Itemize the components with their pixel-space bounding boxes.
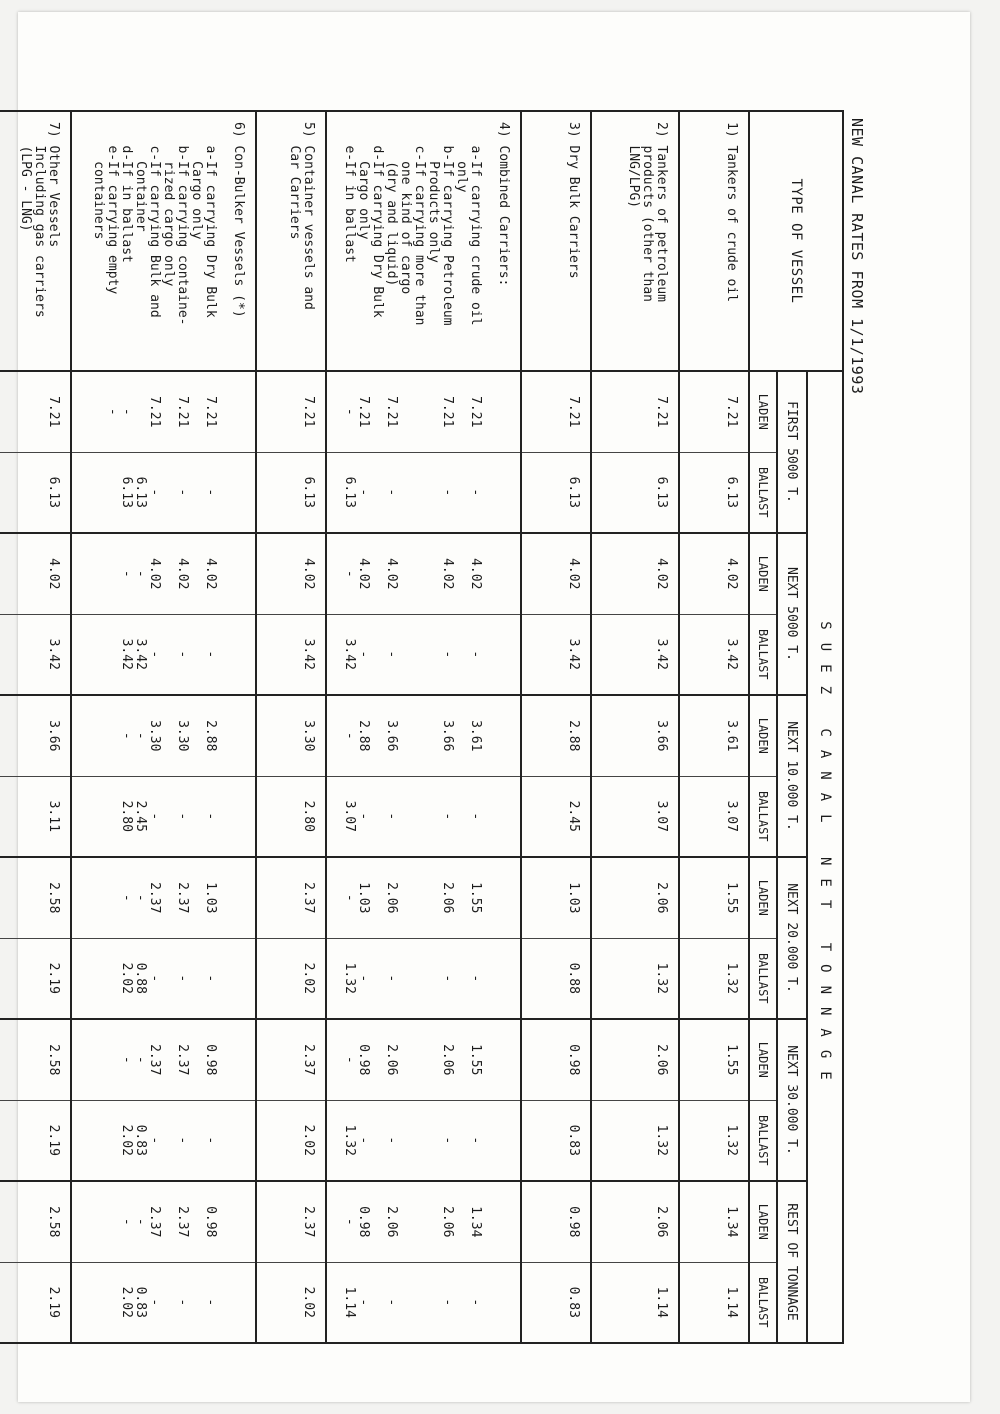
laden-rate-cell: 0.98 2.37 2.37 - -: [71, 1181, 256, 1262]
ballast-rate-cell: 2.19: [0, 1262, 71, 1343]
laden-rate-cell: 4.02: [521, 533, 591, 614]
table-row: [679, 111, 749, 1343]
ballast-rate-cell: 6.13: [679, 452, 749, 533]
ballast-rate-cell: 3.42: [679, 614, 749, 695]
laden-rate-cell: 3.66: [591, 695, 679, 776]
laden-header: LADEN: [749, 1181, 777, 1262]
laden-rate-cell: 1.55: [679, 1019, 749, 1100]
vessel-type-cell: 3) Dry Bulk Carriers: [521, 111, 591, 371]
laden-rate-cell: 0.98: [521, 1181, 591, 1262]
laden-header: LADEN: [749, 533, 777, 614]
laden-rate-cell: 7.21 7.21 7.21 - -: [105, 396, 218, 428]
ballast-rate-cell: - - - 6.13 6.13: [71, 452, 256, 533]
rotated-content: [18, 110, 866, 1342]
laden-rate-cell: 1.55 2.06 2.06 1.03 -: [326, 857, 521, 938]
ballast-rate-cell: 6.13: [256, 452, 326, 533]
laden-rate-cell: 2.58: [0, 1181, 71, 1262]
ballast-header: BALLAST: [749, 1262, 777, 1343]
ballast-rate-cell: - - - - 3.42: [326, 614, 521, 695]
ballast-header: BALLAST: [749, 614, 777, 695]
laden-rate-cell: 1.03: [521, 857, 591, 938]
laden-rate-cell: 3.61: [679, 695, 749, 776]
table-row: [521, 111, 591, 1343]
laden-rate-cell: 3.61 3.66 3.66 2.88 -: [326, 695, 521, 776]
laden-rate-cell: 1.34: [679, 1181, 749, 1262]
laden-rate-cell: 7.21: [46, 396, 61, 428]
band-header-4: NEXT 20.000 T.: [777, 857, 807, 1019]
laden-rate-cell: 4.02: [679, 533, 749, 614]
laden-rate-cell: 2.06: [591, 857, 679, 938]
ballast-rate-cell: 2.02: [256, 1100, 326, 1181]
ballast-header: BALLAST: [749, 776, 777, 857]
table-row: [591, 111, 679, 1343]
laden-rate-cell: 2.58: [0, 1019, 71, 1100]
vessel-type-cell: 7) Other Vessels Including gas carriers (LPG - LNG): [0, 111, 71, 371]
ballast-rate-cell: 1.14: [679, 1262, 749, 1343]
laden-header: LADEN: [749, 695, 777, 776]
band-header-2: NEXT 5000 T.: [777, 533, 807, 695]
vessel-type-cell: 5) Container vessels and Car Carriers: [256, 111, 326, 371]
ballast-rate-cell: - - - - 6.13: [326, 452, 521, 533]
laden-rate-cell: 4.02: [256, 533, 326, 614]
ballast-rate-cell: 2.45: [521, 776, 591, 857]
laden-header: LADEN: [749, 1019, 777, 1100]
ballast-rate-cell: 3.42: [0, 614, 71, 695]
ballast-rate-cell: 0.88: [521, 938, 591, 1019]
laden-rate-cell: 4.02 4.02 4.02 4.02 -: [326, 533, 521, 614]
ballast-rate-cell: 1.14: [591, 1262, 679, 1343]
vessel-type-cell: 2) Tankers of petroleum products (other than LNG/LPG): [591, 111, 679, 371]
laden-rate-cell: 1.55 2.06 2.06 0.98 -: [326, 1019, 521, 1100]
vessel-type-cell: 1) Tankers of crude oil: [679, 111, 749, 371]
ballast-rate-cell: 1.32: [591, 1100, 679, 1181]
laden-rate-cell: 2.06: [591, 1181, 679, 1262]
laden-rate-cell: 7.21: [566, 396, 581, 428]
ballast-rate-cell: 6.13: [0, 452, 71, 533]
laden-rate-cell: 3.66: [0, 695, 71, 776]
band-header-1: FIRST 5000 T.: [777, 371, 807, 533]
laden-header: LADEN: [749, 857, 777, 938]
ballast-rate-cell: 3.07: [591, 776, 679, 857]
ballast-rate-cell: 6.13: [521, 452, 591, 533]
ballast-rate-cell: 3.42: [591, 614, 679, 695]
laden-rate-cell: 4.02: [0, 533, 71, 614]
laden-rate-cell: 2.88: [521, 695, 591, 776]
laden-rate-cell: 2.37: [256, 857, 326, 938]
ballast-rate-cell: - - - - 3.07: [326, 776, 521, 857]
laden-rate-cell: 7.21 7.21 7.21 7.21 -: [342, 396, 483, 428]
ballast-rate-cell: 2.80: [256, 776, 326, 857]
ballast-rate-cell: 3.07: [679, 776, 749, 857]
laden-rate-cell: 4.02 4.02 4.02 - -: [71, 533, 256, 614]
ballast-rate-cell: 2.02: [256, 1262, 326, 1343]
suez-canal-header: SUEZ CANAL NET TONNAGE: [807, 371, 843, 1343]
ballast-header: BALLAST: [749, 938, 777, 1019]
band-header-5: NEXT 30.000 T.: [777, 1019, 807, 1181]
ballast-rate-cell: 2.19: [0, 1100, 71, 1181]
laden-rate-cell: 3.30: [256, 695, 326, 776]
laden-rate-cell: 1.55: [679, 857, 749, 938]
ballast-rate-cell: - - - - 1.32: [326, 1100, 521, 1181]
laden-rate-cell: 7.21: [654, 396, 669, 428]
ballast-rate-cell: 1.32: [591, 938, 679, 1019]
laden-rate-cell: 2.06: [591, 1019, 679, 1100]
ballast-rate-cell: - - - 0.83 2.02: [71, 1262, 256, 1343]
ballast-rate-cell: 6.13: [591, 452, 679, 533]
ballast-header: BALLAST: [749, 1100, 777, 1181]
laden-rate-cell: 1.34 2.06 2.06 0.98 -: [326, 1181, 521, 1262]
ballast-rate-cell: 1.32: [679, 1100, 749, 1181]
ballast-rate-cell: 0.83: [521, 1100, 591, 1181]
ballast-rate-cell: 1.32: [679, 938, 749, 1019]
ballast-rate-cell: - - - 2.45 2.80: [71, 776, 256, 857]
laden-header: LADEN: [749, 371, 777, 452]
ballast-rate-cell: 3.11: [0, 776, 71, 857]
document-page: [18, 12, 970, 1402]
laden-rate-cell: 0.98 2.37 2.37 - -: [71, 1019, 256, 1100]
ballast-rate-cell: 3.42: [521, 614, 591, 695]
ballast-header: BALLAST: [749, 452, 777, 533]
band-header-6: REST OF TONNAGE: [777, 1181, 807, 1343]
laden-rate-cell: 1.03 2.37 2.37 - -: [71, 857, 256, 938]
table-row: [256, 111, 326, 1343]
table-row: [0, 111, 71, 1343]
laden-rate-cell: 7.21: [724, 396, 739, 428]
ballast-rate-cell: 3.42: [256, 614, 326, 695]
ballast-rate-cell: - - - 3.42 3.42: [71, 614, 256, 695]
type-of-vessel-header: TYPE OF VESSEL: [749, 111, 843, 371]
ballast-rate-cell: - - - - 1.14: [326, 1262, 521, 1343]
rates-table: [0, 110, 844, 1344]
ballast-rate-cell: - - - 0.83 2.02: [71, 1100, 256, 1181]
laden-rate-cell: 2.37: [256, 1181, 326, 1262]
laden-rate-cell: 0.98: [521, 1019, 591, 1100]
ballast-rate-cell: 0.83: [521, 1262, 591, 1343]
band-header-3: NEXT 10.000 T.: [777, 695, 807, 857]
vessel-type-cell: 6) Con-Bulker Vessels (*) a-If carrying Dry Bulk Cargo only b-If carrying containe- rized cargo only c-If carrying Bulk and Container d-If in ballast e-If carrying empty containers: [71, 111, 256, 371]
laden-rate-cell: 7.21: [301, 396, 316, 428]
ballast-rate-cell: 2.02: [256, 938, 326, 1019]
ballast-rate-cell: 2.19: [0, 938, 71, 1019]
laden-rate-cell: 2.88 3.30 3.30 - -: [71, 695, 256, 776]
vessel-type-cell: 4) Combined Carriers: a-If carrying crude oil only b-If carrying Petroleum Products only c-If carrying more than one kind of cargo (dry and liquid) d-If carrying Dry Bulk Cargo only e-If in ballast: [326, 111, 521, 371]
ballast-rate-cell: - - - 0.88 2.02: [71, 938, 256, 1019]
laden-rate-cell: 4.02: [591, 533, 679, 614]
laden-rate-cell: 2.58: [0, 857, 71, 938]
laden-rate-cell: 2.37: [256, 1019, 326, 1100]
ballast-rate-cell: - - - - 1.32: [326, 938, 521, 1019]
table-row: [326, 111, 521, 1343]
page-title: NEW CANAL RATES FROM 1/1/1993: [848, 118, 866, 395]
table-row: [71, 111, 256, 1343]
